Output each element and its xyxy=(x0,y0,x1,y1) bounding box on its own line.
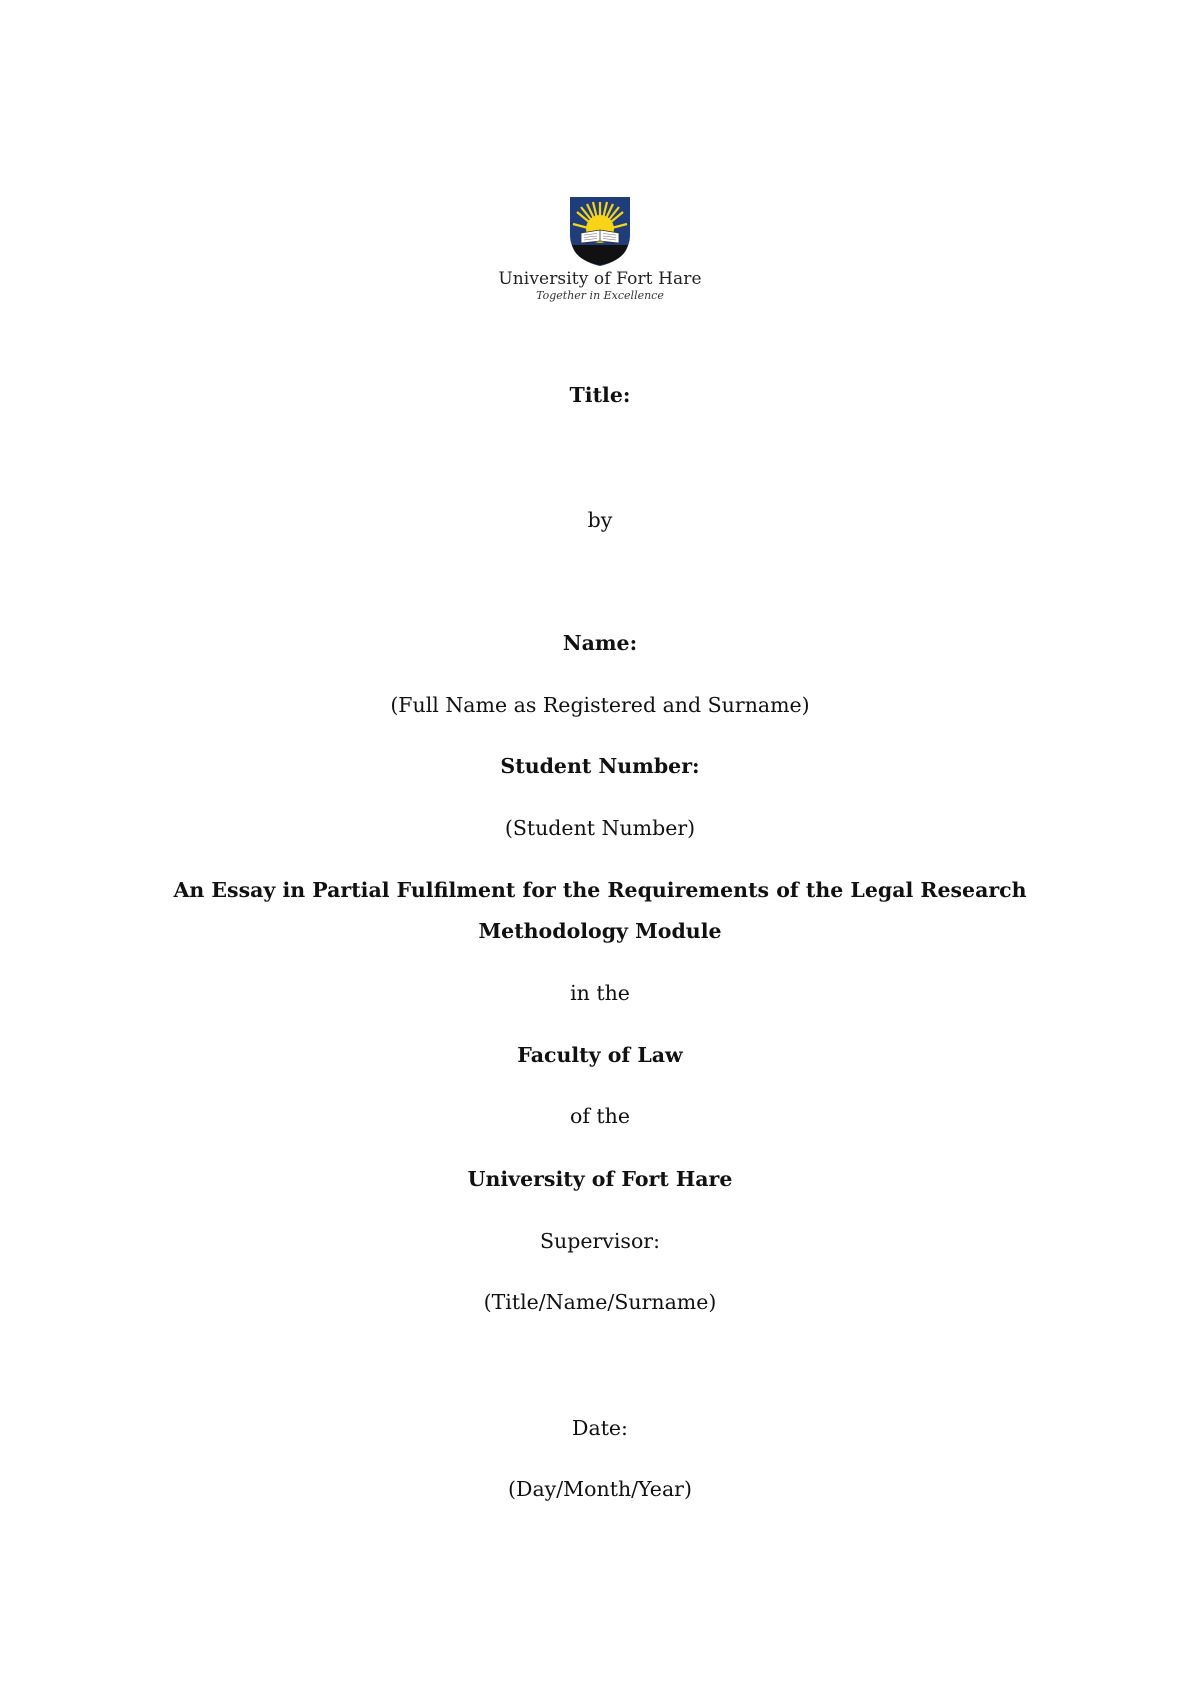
title-label: Title: xyxy=(569,383,631,407)
university-crest-icon xyxy=(567,195,633,267)
university-name: University of Fort Hare xyxy=(467,1167,733,1191)
of-the-text: of the xyxy=(569,1104,631,1128)
essay-description-line-2: Methodology Module xyxy=(478,919,722,943)
in-the-text: in the xyxy=(570,981,630,1005)
faculty-name: Faculty of Law xyxy=(517,1043,683,1067)
student-number-placeholder: (Student Number) xyxy=(504,816,696,840)
supervisor-label: Supervisor: xyxy=(539,1229,660,1253)
supervisor-placeholder: (Title/Name/Surname) xyxy=(483,1290,717,1314)
student-number-label: Student Number: xyxy=(500,754,700,778)
date-placeholder: (Day/Month/Year) xyxy=(508,1477,692,1501)
name-label: Name: xyxy=(562,631,638,655)
by-text: by xyxy=(587,508,613,532)
essay-description-line-1: An Essay in Partial Fulfilment for the Requirements of the Legal Research xyxy=(173,878,1027,902)
logo-tagline: Together in Excellence xyxy=(536,289,664,302)
logo-university-name: University of Fort Hare xyxy=(498,269,702,289)
date-label: Date: xyxy=(572,1416,628,1440)
name-placeholder: (Full Name as Registered and Surname) xyxy=(390,693,810,717)
university-logo xyxy=(460,195,740,307)
